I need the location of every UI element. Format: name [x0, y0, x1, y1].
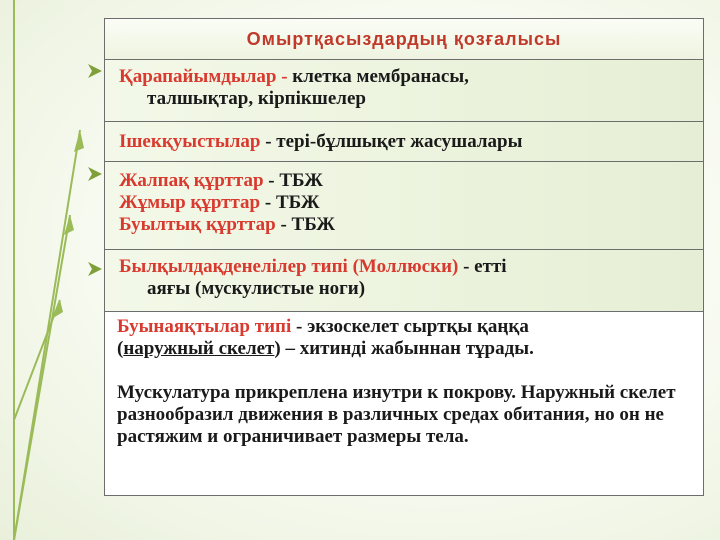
row-worms [105, 161, 703, 249]
table-header [105, 19, 703, 59]
term-label: Жұмыр құрттар [119, 192, 261, 213]
arrow-bullet-icon [86, 260, 104, 278]
row-cnidaria: Ішекқуыстылар - тері-бұлшықет жасушалары [105, 121, 703, 161]
term-label: Ішекқуыстылар [119, 130, 261, 152]
term-label: Буынаяқтылар типі [117, 316, 292, 337]
table-title: Омыртқасыздардың қозғалысы [246, 28, 562, 49]
decorative-lines [0, 0, 90, 540]
list-item: Жұмыр құрттар - ТБЖ [119, 192, 320, 213]
row-arthropods: Буынаяқтылар типі - экзоскелет сыртқы қаңқа (наружный скелет) – хитинді жабыннан тұрады. Мускулатура прикреплена изнутри к покрову. Наружный скелет разнообразил движения в различных средах обитания, но он не растяжим и ограничивает размеры тела. [105, 311, 703, 495]
list-item: Жалпақ құрттар - ТБЖ [119, 170, 323, 191]
term-label: Жалпақ құрттар [119, 170, 264, 191]
term-label: Қарапайымдылар [119, 66, 277, 87]
arrow-bullet-icon [86, 165, 104, 183]
arrow-bullet-icon [86, 62, 104, 80]
list-item: Буылтық құрттар - ТБЖ [119, 214, 336, 235]
term-label: Буылтық құрттар [119, 214, 276, 235]
row-mollusks: Былқылдақденелілер типі (Моллюски) - етті аяғы (мускулистые ноги) [105, 249, 703, 311]
term-label: Былқылдақденелілер типі (Моллюски) [119, 256, 459, 277]
content-table [104, 18, 704, 496]
underlined-term: наружный скелет [123, 338, 275, 359]
row-protozoa: Қарапайымдылар - клетка мембранасы, талшықтар, кірпікшелер [105, 59, 703, 121]
description-paragraph: Мускулатура прикреплена изнутри к покрову. Наружный скелет разнообразил движения в различных средах обитания, но он не растяжим и ограничивает размеры тела. [117, 382, 676, 447]
